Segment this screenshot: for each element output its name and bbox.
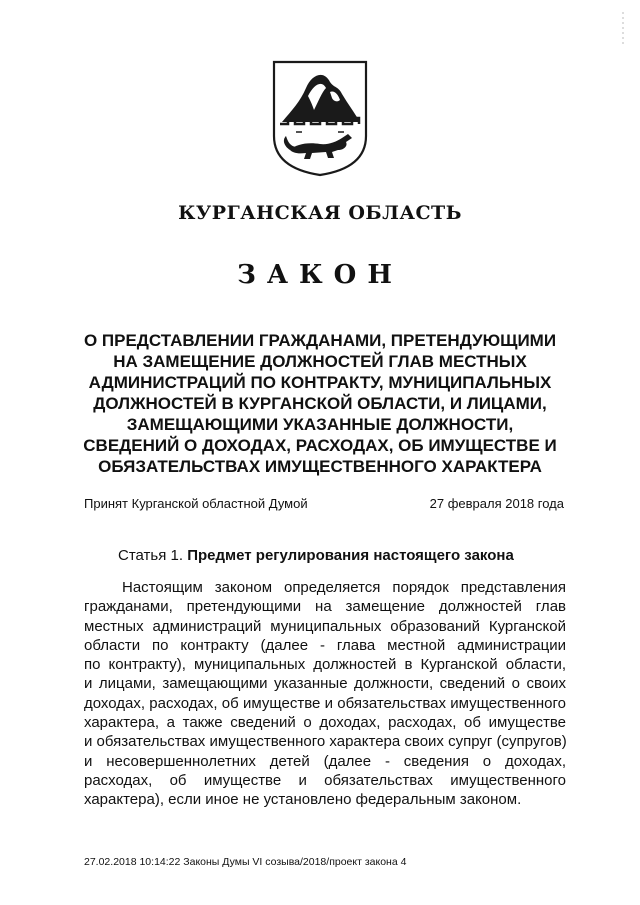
document-footer: 27.02.2018 10:14:22 Законы Думы VI созыва/2018/проект закона 4 — [84, 856, 407, 868]
article-title: Предмет регулирования настоящего закона — [187, 547, 514, 564]
article-number: Статья 1. — [118, 547, 184, 564]
article-body — [84, 578, 566, 810]
article-line: характера), если иное не установлено федеральным законом. — [84, 791, 522, 809]
law-title-line: СВЕДЕНИЙ О ДОХОДАХ, РАСХОДАХ, ОБ ИМУЩЕСТВЕ И — [83, 436, 557, 455]
article-line: гражданами, претендующими на замещение должностей глав — [84, 598, 566, 616]
article-line: характера, а также сведений о доходах, расходах, об имуществе — [84, 714, 566, 732]
article-line: местных администраций муниципальных образований Курганской — [84, 617, 566, 635]
law-title-line: ЗАМЕЩАЮЩИМИ УКАЗАННЫЕ ДОЛЖНОСТИ, — [126, 415, 514, 434]
law-title — [70, 330, 570, 477]
region-name: КУРГАНСКАЯ ОБЛАСТЬ — [178, 202, 462, 224]
article-line: Настоящим законом определяется порядок представления — [122, 579, 566, 596]
law-title-line: НА ЗАМЕЩЕНИЕ ДОЛЖНОСТЕЙ ГЛАВ МЕСТНЫХ — [113, 352, 527, 371]
adopted-by: Принят Курганской областной Думой — [84, 496, 308, 511]
law-title-line: АДМИНИСТРАЦИЙ ПО КОНТРАКТУ, МУНИЦИПАЛЬНЫХ — [88, 373, 552, 392]
law-title-line: ДОЛЖНОСТЕЙ В КУРГАНСКОЙ ОБЛАСТИ, И ЛИЦАМИ, — [93, 394, 547, 413]
article-line: доходах, расходах, об имуществе и обязательствах имущественного — [84, 694, 566, 712]
document-type-title: ЗАКОН — [237, 260, 403, 290]
article-heading — [118, 547, 514, 564]
article-line: и лицами, замещающими указанные должности, сведений о своих — [84, 675, 566, 693]
law-title-line: О ПРЕДСТАВЛЕНИИ ГРАЖДАНАМИ, ПРЕТЕНДУЮЩИМИ — [83, 331, 557, 350]
article-line: и обязательствах имущественного характера своих супруг (супругов) — [84, 733, 567, 751]
article-line: и несовершеннолетних детей (далее - сведения о доходах, — [84, 752, 566, 770]
article-line: области по контракту (далее - глава местной администрации — [84, 636, 566, 654]
article-line: расходах, об имуществе и обязательствах имущественного — [84, 771, 566, 789]
adoption-date: 27 февраля 2018 года — [429, 496, 564, 511]
article-line: по контракту), муниципальных должностей в Курганской области, — [84, 656, 566, 674]
margin-scan-mark — [622, 12, 624, 44]
coat-of-arms-icon — [268, 58, 372, 178]
law-title-line: ОБЯЗАТЕЛЬСТВАХ ИМУЩЕСТВЕННОГО ХАРАКТЕРА — [98, 457, 542, 476]
